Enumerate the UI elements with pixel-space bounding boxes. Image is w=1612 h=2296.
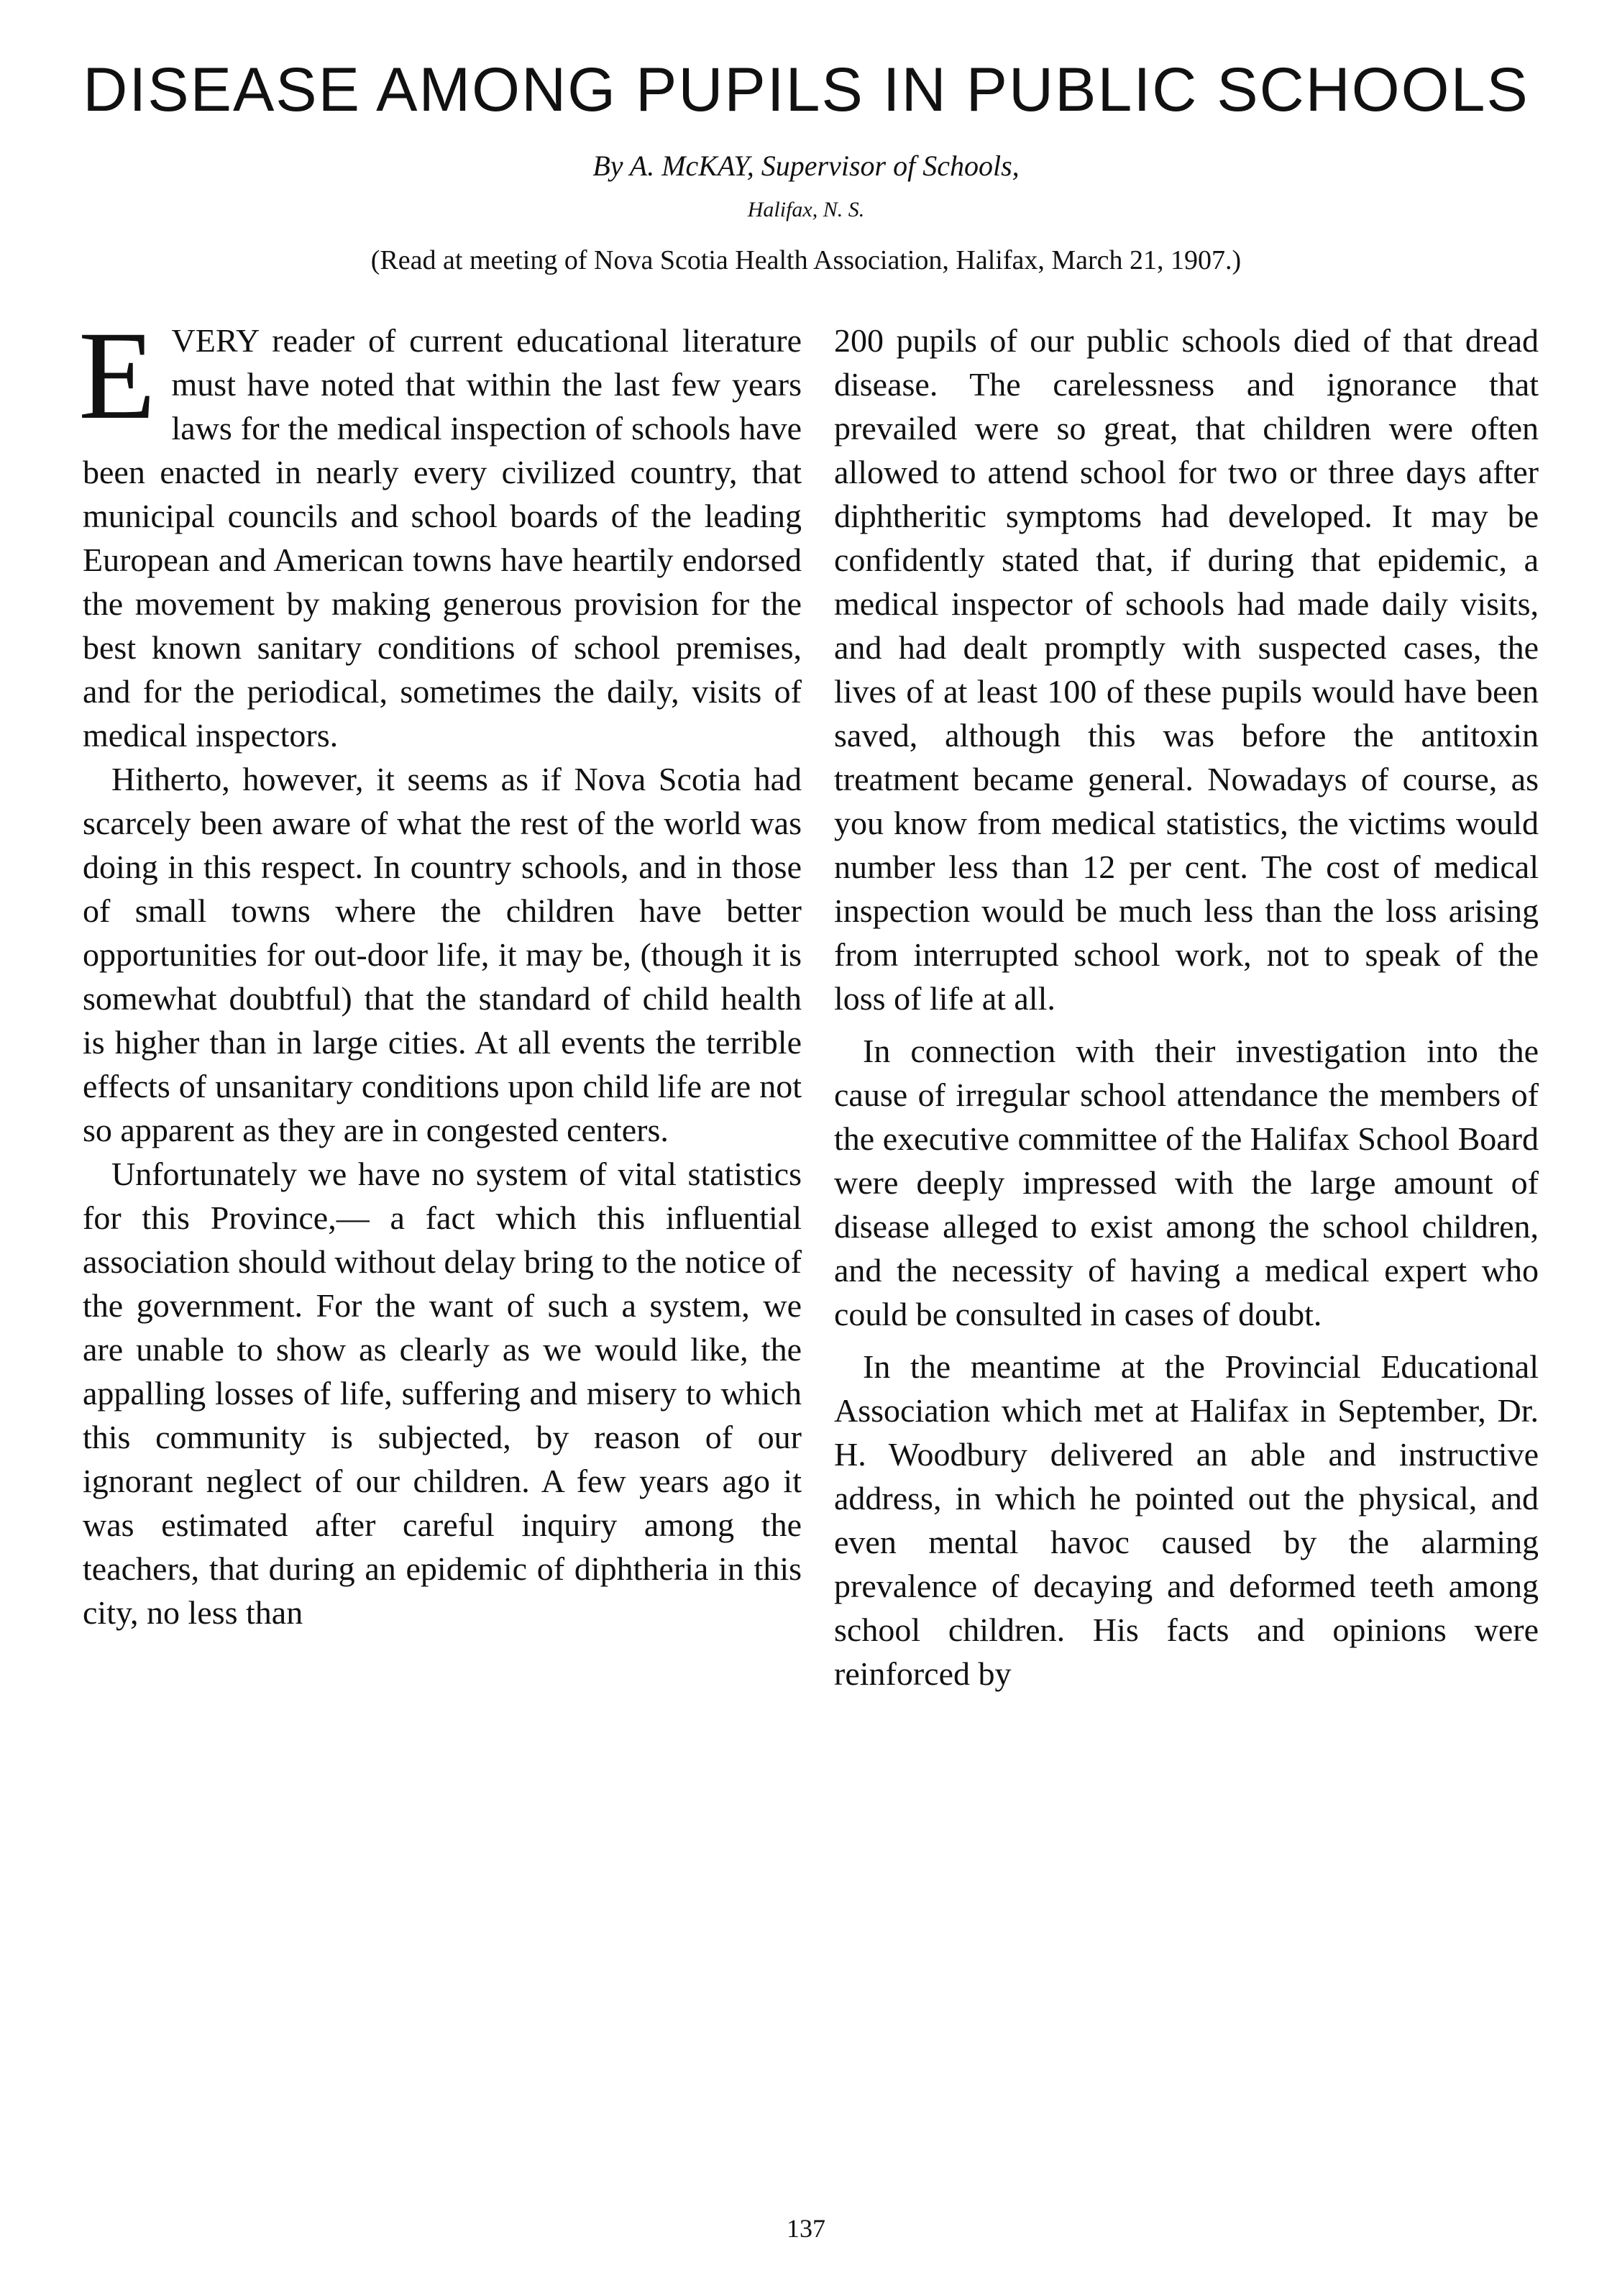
left-column — [78, 306, 802, 1634]
paragraph-1-text: VERY reader of current educational literature must have noted that within the last few years laws for the medical inspection of schools have been enacted in nearly every civilized country, that municipal councils and school boards of the leading European and American towns have heartily endorsed the movement by making generous provision for the best known sanitary conditions of school premises, and for the periodical, sometimes the daily, visits of medical inspectors. — [83, 322, 802, 754]
presentation-note: (Read at meeting of Nova Scotia Health Association, Halifax, March 21, 1907.) — [370, 245, 1242, 275]
paragraph-1 — [78, 306, 802, 757]
right-column — [834, 319, 1539, 1696]
page-number: 137 — [787, 2214, 825, 2243]
drop-cap: E — [78, 306, 156, 446]
author-location: Halifax, N. S. — [747, 198, 865, 221]
article-title: DISEASE AMONG PUPILS IN PUBLIC SCHOOLS — [83, 55, 1529, 124]
paragraph-6: In the meantime at the Provincial Educational Association which met at Halifax in September, Dr. H. Woodbury delivered an able and instructive address, in which he pointed out the physical, and even mental havoc caused by the alarming prevalence of decaying and deformed teeth among school children. His facts and opinions were reinforced by — [834, 1348, 1539, 1692]
paragraph-2: Hitherto, however, it seems as if Nova Scotia had scarcely been aware of what the rest of the world was doing in this respect. In country schools, and in those of small towns where the children have better opportunities for out-door life, it may be, (though it is somewhat doubtful) that the standard of child health is higher than in large cities. At all events the terrible effects of unsanitary conditions upon child life are not so apparent as they are in congested centers. — [83, 761, 802, 1148]
paragraph-5: In connection with their investigation into the cause of irregular school attendance the members of the executive committee of the Halifax School Board were deeply impressed with the large amount of disease alleged to exist among the school children, and the necessity of having a medical expert who could be consulted in cases of doubt. — [834, 1033, 1539, 1332]
author-byline: By A. McKAY, Supervisor of Schools, — [592, 150, 1020, 182]
paragraph-3: Unfortunately we have no system of vital statistics for this Province,— a fact which this influential association should without delay bring to the notice of the government. For the want of such a system, we are unable to show as clearly as we would like, the appalling losses of life, suffering and misery to which this community is subjected, by reason of our ignorant neglect of our children. A few years ago it was estimated after careful inquiry among the teachers, that during an epidemic of diphtheria in this city, no less than — [83, 1156, 802, 1631]
paragraph-4: 200 pupils of our public schools died of that dread disease. The carelessness and ignorance that prevailed were so great, that children were often allowed to attend school for two or three days after diphtheritic symptoms had developed. It may be confidently stated that, if during that epidemic, a medical inspector of schools had made daily visits, and had dealt promptly with suspected cases, the lives of at least 100 of these pupils would have been saved, although this was before the antitoxin treatment became general. Nowadays of course, as you know from medical statistics, the victims would number less than 12 per cent. The cost of medical inspection would be much less than the loss arising from interrupted school work, not to speak of the loss of life at all. — [834, 322, 1539, 1017]
